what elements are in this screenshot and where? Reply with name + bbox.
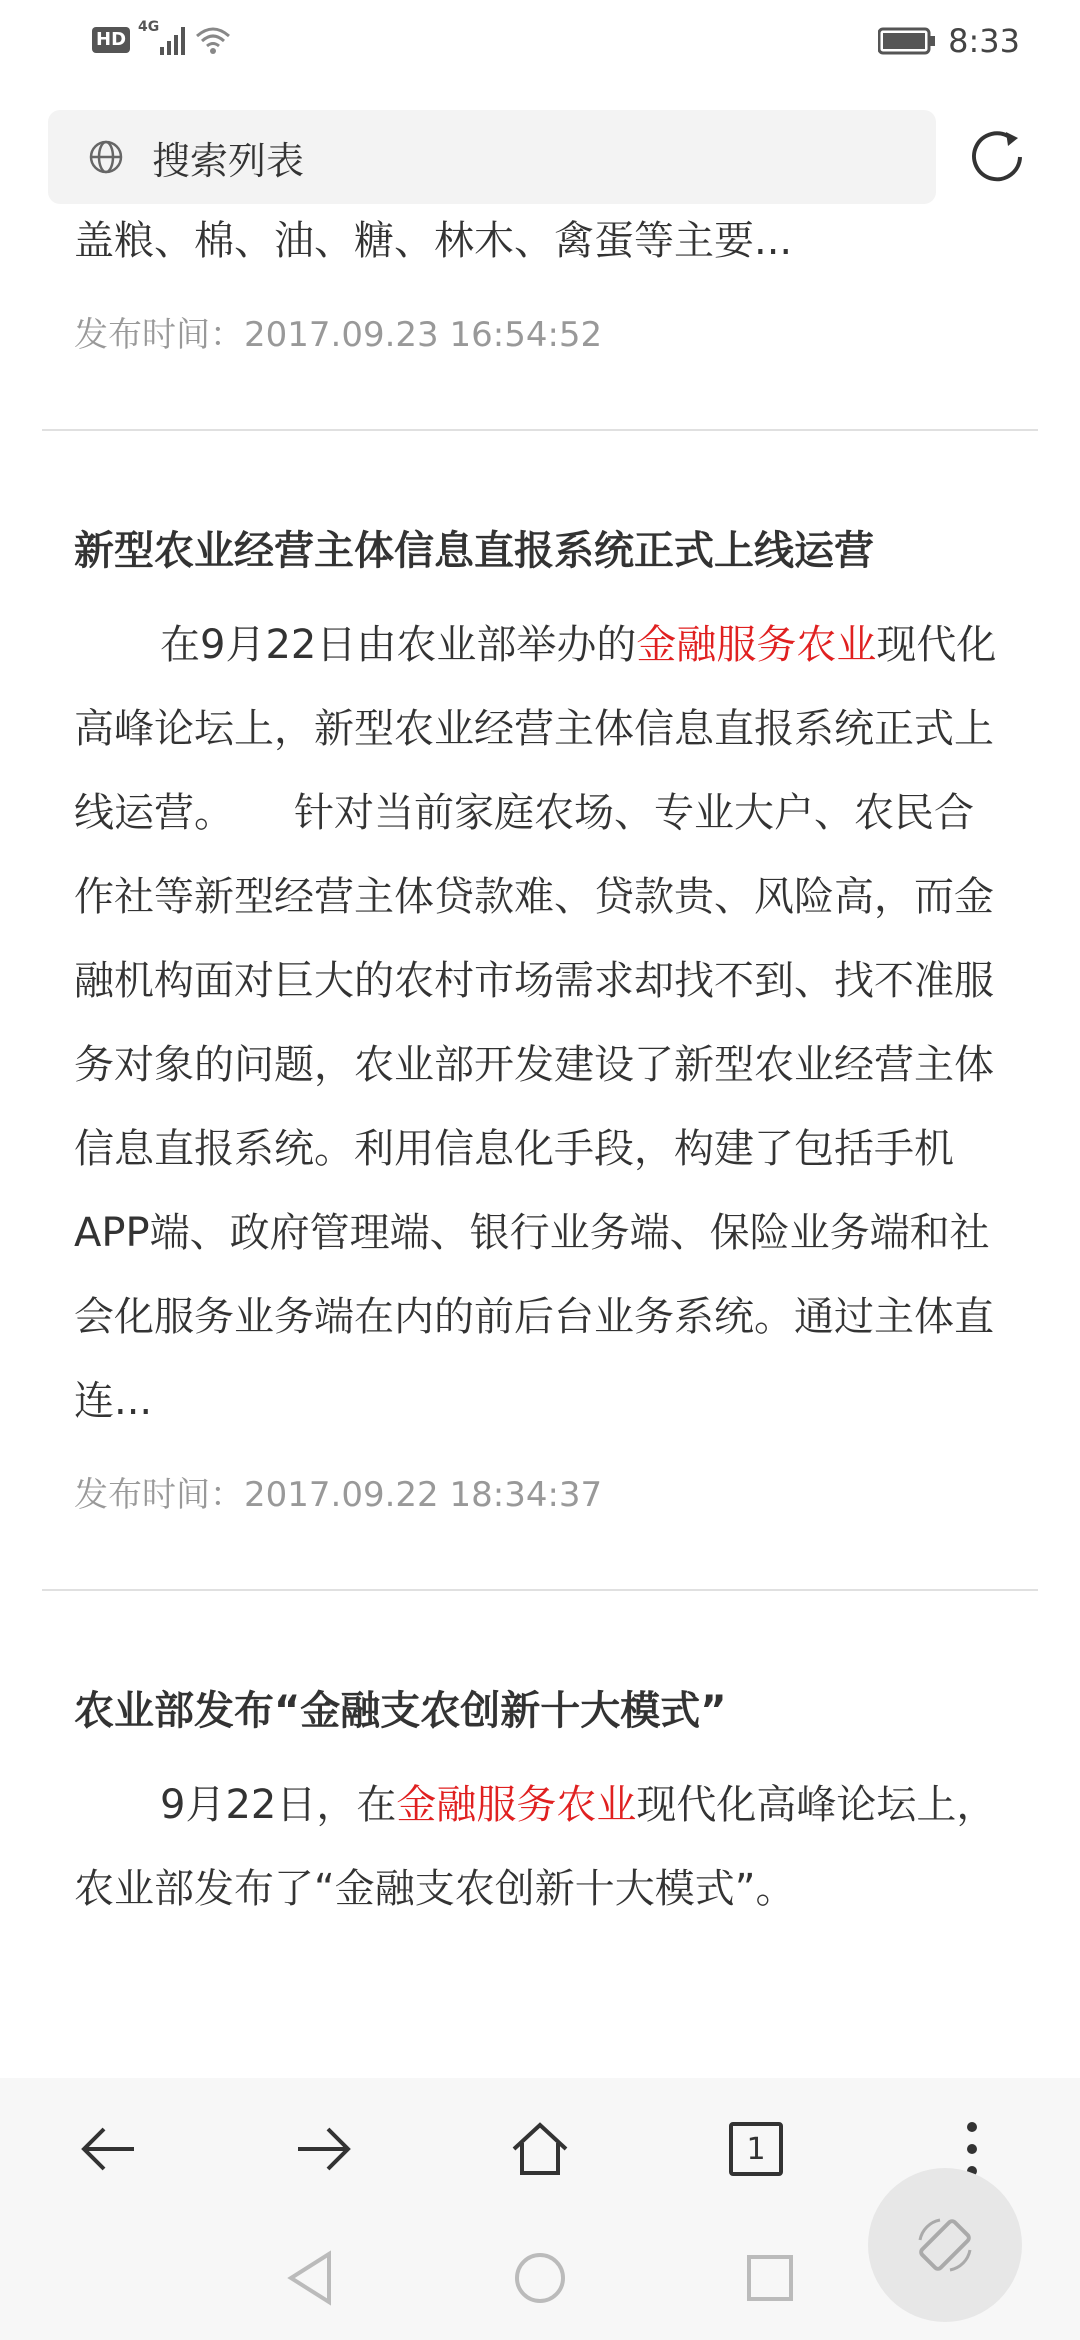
article-body	[74, 603, 1006, 1443]
status-left	[92, 19, 233, 56]
article-title: 农业部发布“金融支农创新十大模式”	[74, 1688, 727, 1734]
triangle-back-icon	[285, 2250, 335, 2306]
globe-icon	[86, 137, 126, 177]
home-button[interactable]	[495, 2104, 585, 2194]
rotate-icon	[910, 2210, 980, 2280]
article-snippet: 盖粮、棉、油、糖、林木、禽蛋等主要...	[74, 218, 793, 264]
list-item[interactable]	[0, 431, 1080, 1589]
body-text: 9月22日，在	[160, 1782, 397, 1828]
nav-back-button[interactable]	[280, 2248, 340, 2308]
refresh-icon[interactable]	[964, 124, 1030, 190]
wifi-icon	[193, 24, 233, 56]
forward-button[interactable]	[279, 2104, 369, 2194]
rotate-screen-button[interactable]	[868, 2168, 1022, 2322]
body-text: 现代化高峰论坛上，农业部发布了“金融支农创新十大模式”。	[74, 1782, 997, 1912]
circle-home-icon	[512, 2250, 568, 2306]
nav-recents-button[interactable]	[740, 2248, 800, 2308]
arrow-left-icon	[78, 2124, 138, 2174]
list-item[interactable]	[0, 1591, 1080, 1931]
article-list[interactable]	[0, 204, 1080, 2078]
status-right	[878, 22, 1020, 60]
nav-home-button[interactable]	[510, 2248, 570, 2308]
article-body	[74, 1763, 1006, 1931]
list-item[interactable]	[0, 204, 1080, 429]
signal-icon	[138, 19, 185, 55]
home-icon	[510, 2121, 570, 2177]
search-bar[interactable]	[48, 110, 936, 204]
hd-badge: HD	[92, 27, 130, 53]
tabs-button[interactable]	[711, 2104, 801, 2194]
tabs-icon: 1	[729, 2122, 783, 2176]
body-text: 在9月22日由农业部举办的	[160, 622, 637, 668]
article-title: 新型农业经营主体信息直报系统正式上线运营	[74, 528, 874, 574]
clock: 8:33	[948, 22, 1020, 60]
highlight-link[interactable]: 金融服务农业	[396, 1782, 637, 1828]
status-bar	[0, 0, 1080, 90]
body-text: 现代化高峰论坛上，新型农业经营主体信息直报系统正式上线运营。 针对当前家庭农场、专业大户、农民合作社等新型经营主体贷款难、贷款贵、风险高，而金融机构面对巨大的农村市场需求却找不到、找不准服务对象的问题，农业部开发建设了新型农业经营主体信息直报系统。利用信息化手段，构建了包括手机APP端、政府管理端、银行业务端、保险业务端和社会化服务业务端在内的前后台业务系统。通过主体直连...	[74, 622, 997, 1424]
highlight-link[interactable]: 金融服务农业	[636, 622, 877, 668]
back-button[interactable]	[63, 2104, 153, 2194]
battery-icon	[878, 26, 936, 56]
network-type: 4G	[138, 19, 160, 35]
article-date: 发布时间：2017.09.23 16:54:52	[74, 315, 603, 355]
arrow-right-icon	[294, 2124, 354, 2174]
square-recents-icon	[745, 2253, 795, 2303]
search-label: 搜索列表	[152, 138, 305, 183]
article-date: 发布时间：2017.09.22 18:34:37	[74, 1475, 603, 1515]
